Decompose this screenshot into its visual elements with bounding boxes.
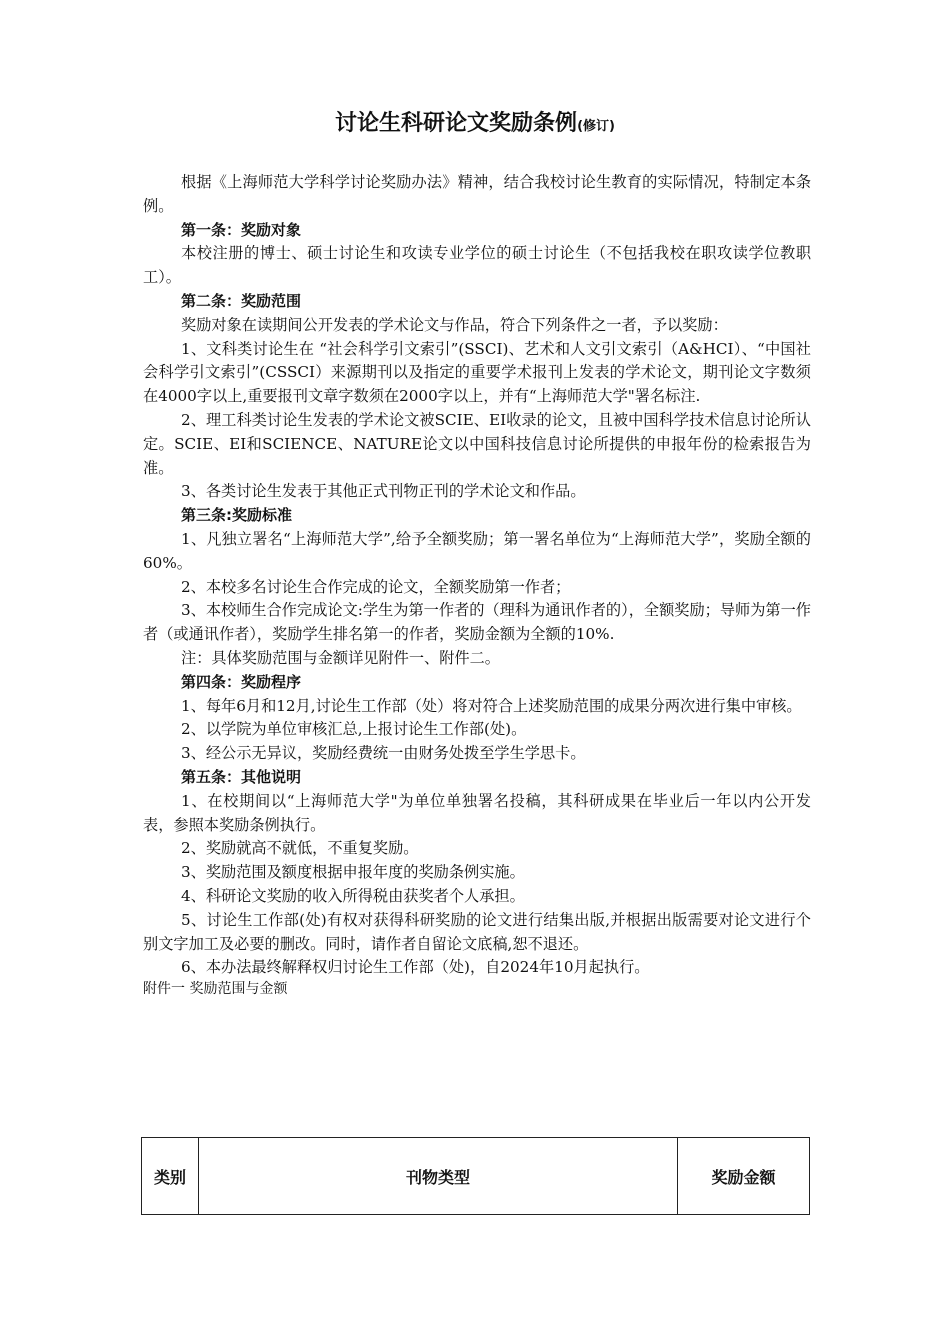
section-heading: 第一条：奖励对象 (181, 220, 302, 239)
attachment-caption: 附件一 奖励范围与金额 (143, 981, 288, 998)
title-main: 讨论生科研论文奖励条例 (335, 111, 578, 136)
paragraph: 2、以学院为单位审核汇总,上报讨论生工作部(处)。 (181, 720, 527, 739)
section-heading: 第四条：奖励程序 (181, 672, 302, 691)
paragraph: 注：具体奖励范围与金额详见附件一、附件二。 (181, 648, 500, 667)
paragraph: 3、各类讨论生发表于其他正式刊物正刊的学术论文和作品。 (181, 482, 586, 501)
header-award-amount: 奖励金额 (678, 1138, 810, 1215)
paragraph: 1、每年6月和12月,讨论生工作部（处）将对符合上述奖励范围的成果分两次进行集中审核。 (181, 696, 802, 715)
paragraph: 3、本校师生合作完成论文:学生为第一作者的（理科为通讯作者的），全额奖励；导师为第一作者（或通讯作者），奖励学生排名第一的作者，奖励金额为全额的10%. (143, 601, 811, 644)
paragraph: 4、科研论文奖励的收入所得税由获奖者个人承担。 (181, 886, 525, 905)
table-header-row (142, 1138, 810, 1215)
header-publication-type: 刊物类型 (199, 1138, 678, 1215)
section-heading: 第五条：其他说明 (181, 767, 302, 786)
paragraph: 1、凡独立署名“上海师范大学”,给予全额奖励；第一署名单位为“上海师范大学”，奖励全额的60%。 (143, 529, 811, 572)
paragraph: 2、本校多名讨论生合作完成的论文，全额奖励第一作者； (181, 577, 571, 596)
section-heading: 第三条:奖励标准 (181, 506, 292, 525)
paragraph: 2、理工科类讨论生发表的学术论文被SCIE、EI收录的论文，且被中国科学技术信息讨论所认定。SCIE、EI和SCIENCE、NATURE论文以中国科技信息讨论所提供的申报年份的检索报告为准。 (143, 410, 811, 477)
section-heading: 第二条：奖励范围 (181, 291, 302, 310)
paragraph: 3、经公示无异议，奖励经费统一由财务处拨至学生学思卡。 (181, 744, 586, 763)
paragraph: 根据《上海师范大学科学讨论奖励办法》精神，结合我校讨论生教育的实际情况，特制定本条例。 (143, 173, 811, 215)
header-category: 类别 (142, 1138, 199, 1215)
paragraph: 1、在校期间以“上海师范大学"为单位单独署名投稿，其科研成果在毕业后一年以内公开发表，参照本奖励条例执行。 (143, 791, 811, 834)
paragraph: 本校注册的博士、硕士讨论生和攻读专业学位的硕士讨论生（不包括我校在职攻读学位教职工）。 (143, 244, 811, 287)
title-suffix: (修订) (577, 119, 615, 134)
paragraph: 2、奖励就高不就低，不重复奖励。 (181, 839, 419, 858)
document-title (0, 106, 950, 137)
paragraph: 5、讨论生工作部(处)有权对获得科研奖励的论文进行结集出版,并根据出版需要对论文进行个别文字加工及必要的删改。同时，请作者自留论文底稿,恕不退还。 (143, 910, 811, 953)
paragraph: 奖励对象在读期间公开发表的学术论文与作品，符合下列条件之一者，予以奖励： (181, 315, 728, 334)
paragraph: 1、文科类讨论生在 “社会科学引文索引”(SSCI)、艺术和人文引文索引（A&HCI）、“中国社会科学引文索引”(CSSCI）来源期刊以及指定的重要学术报刊上发表的学术论文，期刊论文字数须在4000字以上,重要报刊文章字数须在2000字以上，并有“上海师范大学"署名标注. (143, 339, 811, 406)
paragraph: 3、奖励范围及额度根据申报年度的奖励条例实施。 (181, 863, 525, 882)
document-body (143, 171, 811, 998)
attachment-table (141, 1137, 810, 1215)
paragraph: 6、本办法最终解释权归讨论生工作部（处)，自2024年10月起执行。 (181, 958, 650, 977)
